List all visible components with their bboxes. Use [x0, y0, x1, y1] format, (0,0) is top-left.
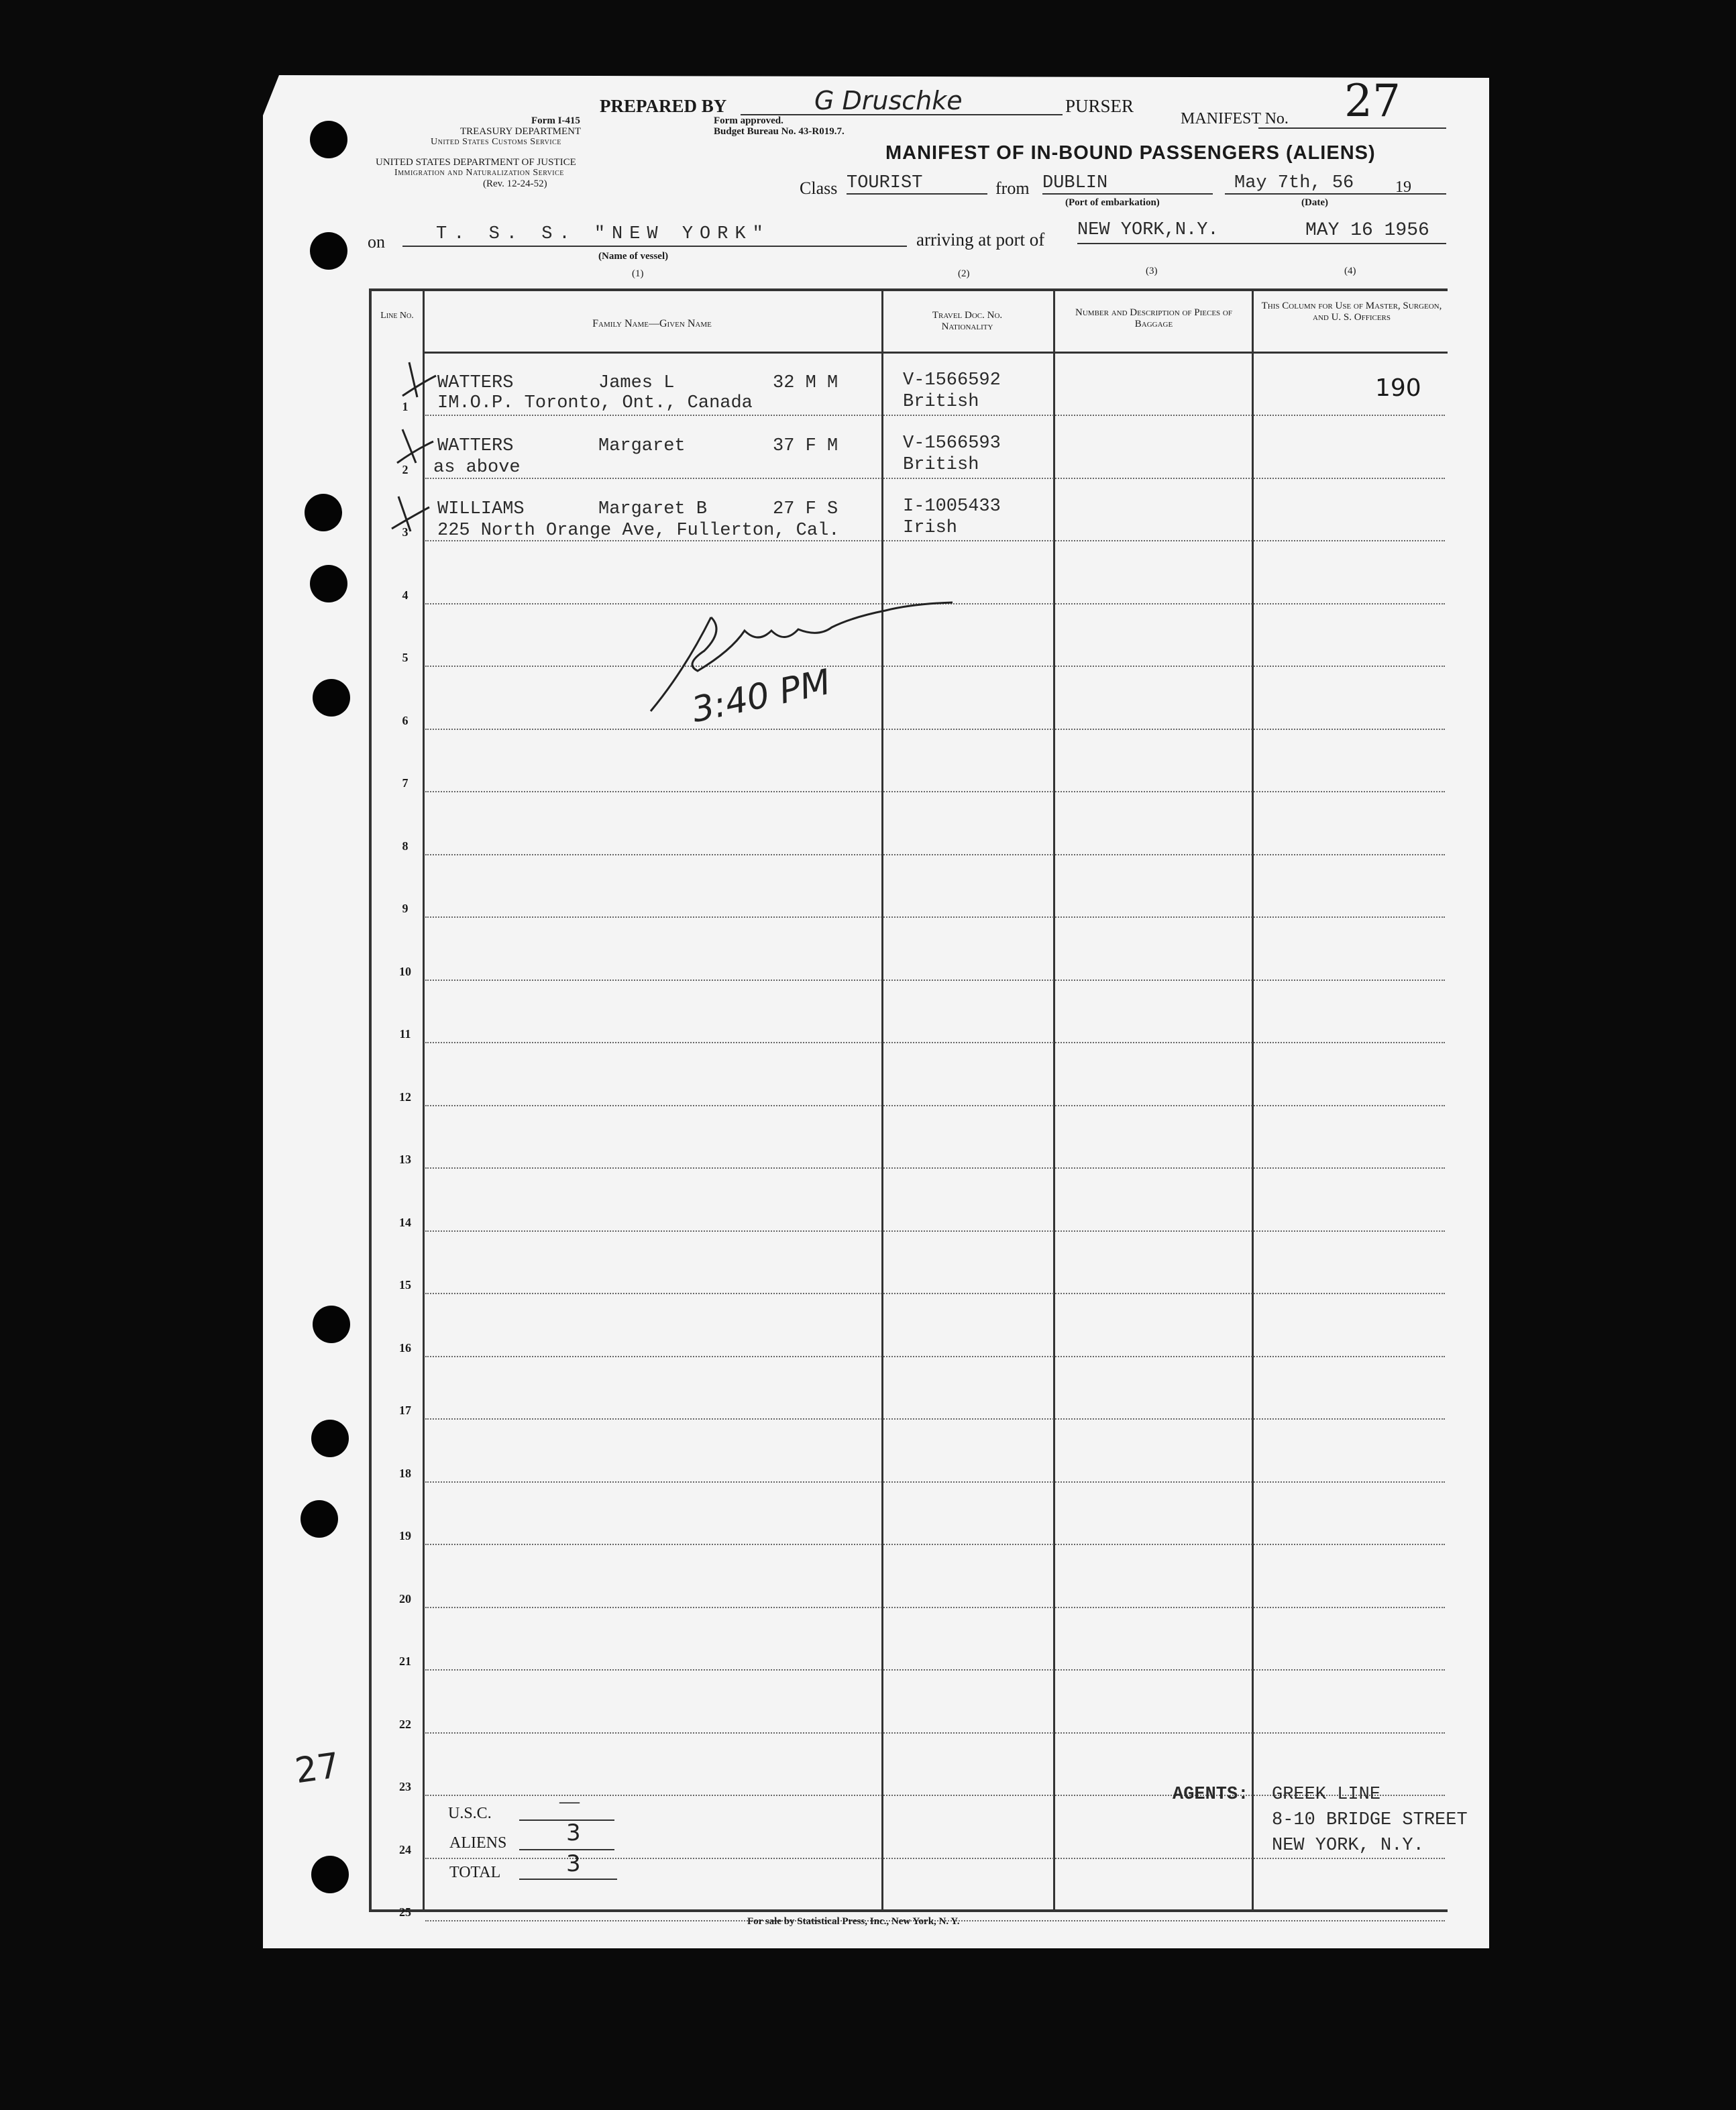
doc-col-divider: [1053, 288, 1055, 1912]
row-rule: [425, 1230, 1445, 1232]
travel-doc-no: V-1566592: [903, 370, 1001, 390]
row-rule: [425, 1669, 1445, 1671]
binder-hole: [310, 232, 347, 270]
row-rule: [425, 1732, 1445, 1734]
arrival-port-line: [1077, 243, 1446, 244]
class-label: Class: [800, 178, 838, 198]
time-stamp: 3:40 PM: [688, 662, 834, 731]
row-rule: [425, 1607, 1445, 1608]
family-name: WATTERS: [437, 373, 514, 393]
col-header-officers: This Column for Use of Master, Surgeon, and U. S. Officers: [1261, 301, 1442, 323]
row-rule: [425, 980, 1445, 981]
line-number: 13: [399, 1153, 411, 1166]
arrival-port: NEW YORK,N.Y.: [1077, 220, 1219, 240]
form-number: Form I-415: [531, 115, 580, 126]
nationality: Irish: [903, 518, 958, 538]
from-label: from: [995, 178, 1030, 198]
justice-dept: UNITED STATES DEPARTMENT OF JUSTICE: [376, 157, 576, 168]
aliens-label: ALIENS: [449, 1834, 507, 1852]
line-number: 25: [399, 1905, 411, 1919]
row-rule: [425, 415, 1445, 416]
line-number: 20: [399, 1592, 411, 1605]
nationality: British: [903, 455, 979, 475]
line-number: 18: [399, 1467, 411, 1480]
line-number: 11: [399, 1027, 411, 1041]
family-name: WILLIAMS: [437, 499, 525, 519]
purser-label: PURSER: [1065, 96, 1134, 116]
binder-hole: [313, 679, 350, 717]
row-rule: [425, 1167, 1445, 1169]
line-number: 3: [402, 525, 409, 539]
on-label: on: [368, 232, 385, 252]
line-number: 16: [399, 1341, 411, 1355]
manifest-no-label: MANIFEST No.: [1181, 110, 1289, 127]
usc-value: —: [559, 1790, 580, 1812]
name-col-divider: [881, 288, 883, 1912]
tick-marks: [376, 356, 449, 570]
col-header-line-no: Line No.: [380, 311, 414, 321]
manifest-no-line: [1258, 127, 1446, 129]
line-number: 12: [399, 1090, 411, 1104]
ins-service: Immigration and Naturalization Service: [394, 168, 564, 178]
revision: (Rev. 12-24-52): [483, 178, 547, 189]
line-number: 5: [402, 651, 409, 664]
row-rule: [425, 1481, 1445, 1483]
treasury-dept: TREASURY DEPARTMENT: [460, 126, 582, 137]
col-header-name: Family Name—Given Name: [592, 318, 712, 329]
table-bottom-border: [369, 1909, 1448, 1912]
row-rule: [425, 1356, 1445, 1357]
prepared-by-line: [741, 114, 1063, 115]
total-label: TOTAL: [449, 1864, 501, 1881]
vessel-caption: (Name of vessel): [598, 251, 669, 262]
line-number: 9: [402, 902, 409, 915]
travel-doc-no: I-1005433: [903, 496, 1001, 517]
row-rule: [425, 1105, 1445, 1106]
line-number: 7: [402, 776, 409, 790]
row-rule: [425, 916, 1445, 918]
line-number: 2: [402, 463, 409, 476]
from-value: DUBLIN: [1042, 173, 1108, 193]
line-number: 6: [402, 714, 409, 727]
line-number: 21: [399, 1654, 411, 1668]
total-line: [519, 1879, 617, 1880]
binder-hole: [313, 1306, 350, 1343]
row-rule: [425, 791, 1445, 792]
table-top-border: [369, 288, 1448, 291]
travel-doc-no: V-1566593: [903, 433, 1001, 454]
line-number: 15: [399, 1278, 411, 1291]
address: 225 North Orange Ave, Fullerton, Cal.: [437, 521, 840, 541]
usc-label: U.S.C.: [448, 1805, 492, 1822]
col1-number: (1): [632, 268, 644, 279]
line-number: 8: [402, 839, 409, 853]
port-embark-caption: (Port of embarkation): [1065, 197, 1160, 208]
header-bottom-border: [423, 352, 1448, 354]
agents-line-1: GREEK LINE: [1272, 1785, 1381, 1805]
line-number: 4: [402, 588, 409, 602]
binder-hole: [305, 494, 342, 531]
date-19: 19: [1395, 178, 1411, 196]
address: IM.O.P. Toronto, Ont., Canada: [437, 393, 753, 413]
row-rule: [425, 1418, 1445, 1420]
vessel-line: [402, 246, 907, 247]
given-name: Margaret B: [598, 499, 708, 519]
class-line: [847, 193, 987, 195]
date-line: [1225, 193, 1446, 195]
margin-number: 27: [292, 1745, 343, 1792]
col4-number: (4): [1344, 266, 1356, 276]
total-value: 3: [566, 1850, 581, 1877]
address: as above: [433, 458, 521, 478]
nationality: British: [903, 392, 979, 412]
col2-number: (2): [958, 268, 970, 279]
class-value: TOURIST: [847, 173, 923, 193]
col3-number: (3): [1146, 266, 1158, 276]
customs-service: United States Customs Service: [431, 137, 561, 147]
date-value: May 7th, 56: [1234, 173, 1354, 193]
baggage-col-divider: [1252, 288, 1254, 1912]
vessel-name: T. S. S. "NEW YORK": [436, 224, 770, 244]
prepared-by-label: PREPARED BY: [600, 96, 727, 116]
agents-line-2: 8-10 BRIDGE STREET: [1272, 1810, 1468, 1830]
row-rule: [425, 854, 1445, 855]
line-number: 24: [399, 1843, 411, 1856]
manifest-title: MANIFEST OF IN-BOUND PASSENGERS (ALIENS): [885, 142, 1376, 164]
age-sex-status: 32 M M: [773, 373, 838, 393]
given-name: James L: [598, 373, 675, 393]
age-sex-status: 37 F M: [773, 436, 838, 456]
line-number: 23: [399, 1780, 411, 1793]
line-number: 1: [402, 400, 409, 413]
row-rule: [425, 478, 1445, 479]
aliens-value: 3: [566, 1819, 581, 1846]
row-rule: [425, 1293, 1445, 1294]
from-line: [1042, 193, 1213, 195]
binder-hole: [311, 1420, 349, 1457]
col-header-baggage: Number and Description of Pieces of Baggage: [1075, 307, 1232, 329]
table-left-border: [369, 288, 372, 1912]
prepared-by-signature: G Druschke: [814, 86, 963, 115]
date-caption: (Date): [1301, 197, 1328, 208]
manifest-no: 27: [1344, 75, 1401, 127]
age-sex-status: 27 F S: [773, 499, 838, 519]
family-name: WATTERS: [437, 436, 514, 456]
officer-note: 190: [1375, 374, 1421, 402]
arrival-date: MAY 16 1956: [1305, 220, 1429, 241]
line-number: 17: [399, 1404, 411, 1417]
line-number: 22: [399, 1718, 411, 1731]
agents-line-3: NEW YORK, N.Y.: [1272, 1836, 1424, 1856]
binder-hole: [301, 1500, 338, 1538]
given-name: Margaret: [598, 436, 686, 456]
form-approved: Form approved.: [714, 115, 783, 126]
arriving-label: arriving at port of: [916, 229, 1045, 250]
line-number: 10: [399, 965, 411, 978]
printer-footer: For sale by Statistical Press, Inc., New York, N. Y.: [747, 1916, 960, 1927]
row-rule: [425, 1544, 1445, 1545]
col-header-travel-doc: Travel Doc. No. Nationality: [932, 310, 1003, 332]
line-number: 19: [399, 1529, 411, 1542]
row-rule: [425, 1042, 1445, 1043]
binder-hole: [311, 1856, 349, 1893]
line-number: 14: [399, 1216, 411, 1229]
binder-hole: [310, 565, 347, 602]
agents-label: AGENTS:: [1173, 1785, 1249, 1805]
binder-hole: [310, 121, 347, 158]
budget-bureau: Budget Bureau No. 43-R019.7.: [714, 126, 845, 137]
